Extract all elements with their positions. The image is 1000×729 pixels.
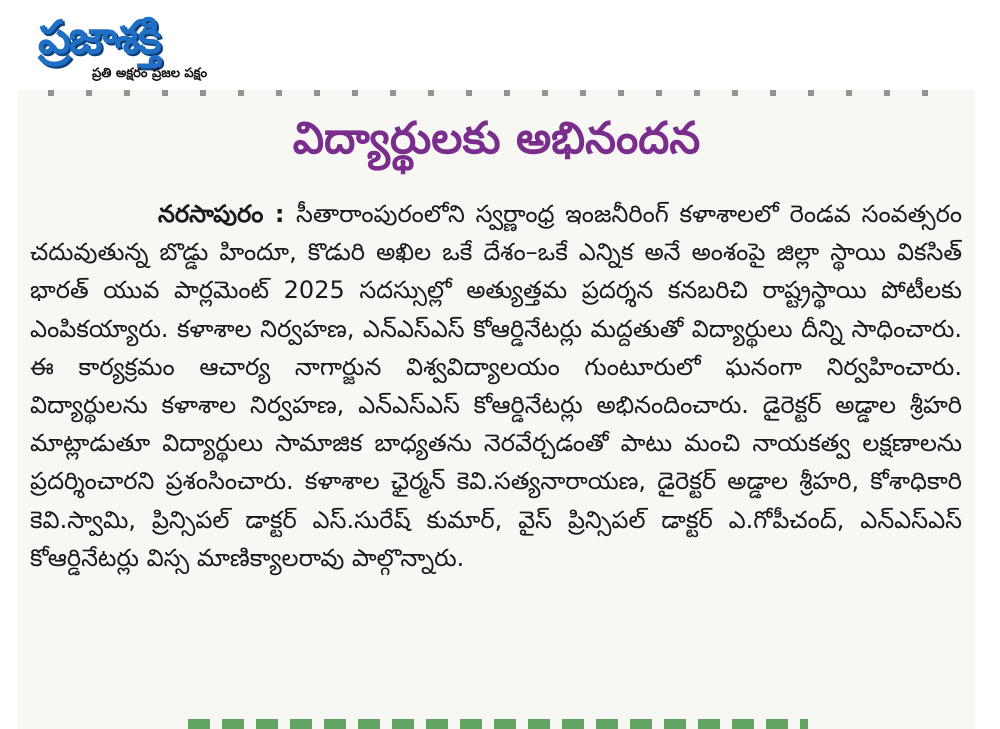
news-clipping [18,90,975,729]
article-body [30,195,962,577]
cropped-previous-text [48,90,948,96]
article-body-text: సీతారాంపురంలోని స్వర్ణాంధ్ర ఇంజనీరింగ్ కళాశాలలో రెండవ సంవత్సరం చదువుతున్న బొడ్డు హిందూ, కొడురి అఖిల ఒకే దేశం–ఒకే ఎన్నిక అనే అంశంపై జిల్లా స్థాయి వికసిత్ భారత్ యువ పార్లమెంట్ 2025 సదస్సుల్లో అత్యుత్తమ ప్రదర్శన కనబరిచి రాష్ట్రస్థాయి పోటీలకు ఎంపికయ్యారు. కళాశాల నిర్వహణ, ఎన్ఎస్ఎస్ కోఆర్డినేటర్లు మద్దతుతో విద్యార్థులు దీన్ని సాధించారు. ఈ కార్యక్రమం ఆచార్య నాగార్జున విశ్వవిద్యాలయం గుంటూరులో ఘనంగా నిర్వహించారు. విద్యార్థులను కళాశాల నిర్వహణ, ఎన్ఎస్ఎస్ కోఆర్డినేటర్లు అభినందించారు. డైరెక్టర్ అడ్డాల శ్రీహరి మాట్లాడుతూ విద్యార్థులు సామాజిక బాధ్యతను నెరవేర్చడంతో పాటు మంచి నాయకత్వ లక్షణాలను ప్రదర్శించారని ప్రశంసించారు. కళాశాల ఛైర్మన్ కెవి.సత్యనారాయణ, డైరెక్టర్ అడ్డాల శ్రీహరి, కోశాధికారి కెవి.స్వామి, ప్రిన్సిపల్ డాక్టర్ ఎస్.సురేష్ కుమార్, వైస్ ప్రిన్సిపల్ డాక్టర్ ఎ.గోపీచంద్, ఎన్ఎస్ఎస్ కోఆర్డినేటర్లు విస్స మాణిక్యాలరావు పాల్గొన్నారు. [30,200,962,572]
article-dateline: నరసాపురం [158,200,264,228]
cropped-next-headline [188,711,808,729]
logo-wordmark: ప్రజాశక్తి [38,10,160,64]
dateline-separator: : [263,200,297,228]
article-headline: విద్యార్థులకు అభినందన [292,113,701,164]
masthead [0,0,1000,90]
logo-tagline: ప్రతి అక్షరం ప్రజల పక్షం [92,66,208,81]
prajasakti-logo [38,8,283,86]
